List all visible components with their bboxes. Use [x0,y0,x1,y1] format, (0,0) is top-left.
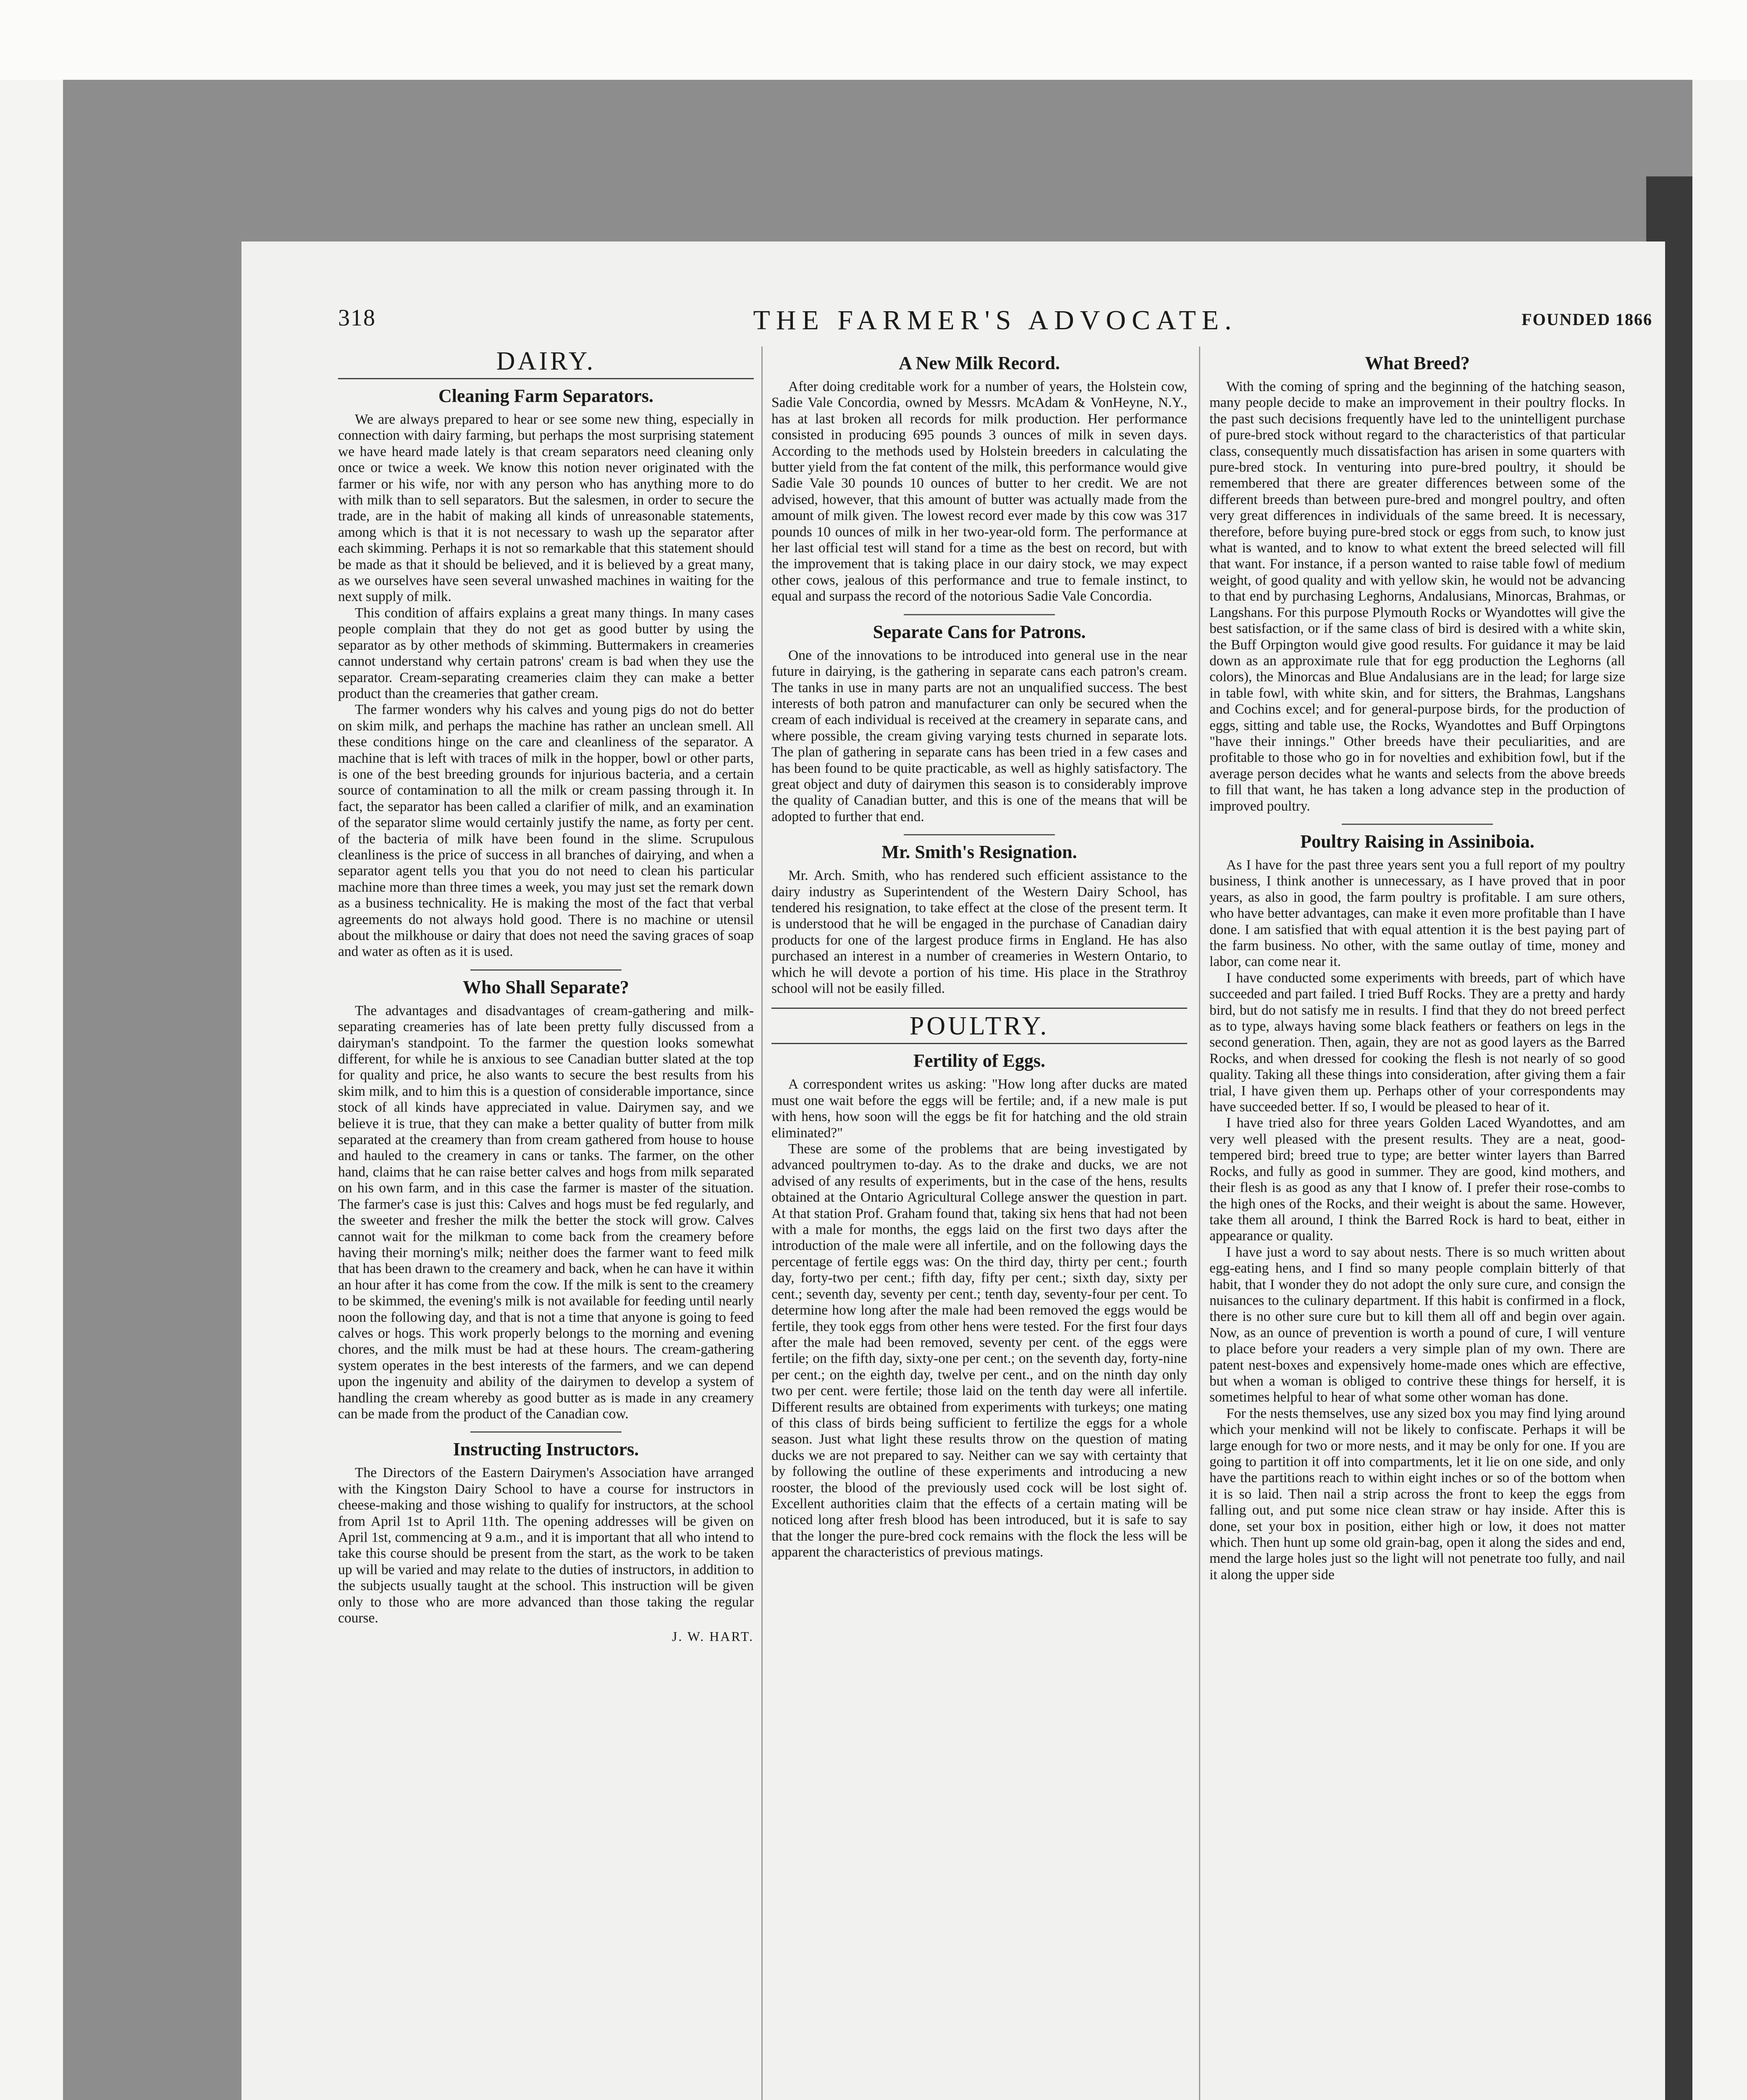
article-new-milk-record [771,352,1187,605]
article-paragraph: The advantages and disadvantages of cream-gathering and milk-separating creameries has of late been pretty fully discussed from a dairyman's standpoint. To the farmer the question looks somewhat different, for while he is anxious to see Canadian butter slated at the top for quality and price, he also wants to secure the best results from his skim milk, and to him this is a question of considerable importance, since stock of all kinds have appreciated in value. Dairymen say, and we believe it is true, that they can make a better quality of butter from milk separated at the creamery than from cream gathered from house to house and hauled to the creamery in cans or tanks. The farmer, on the other hand, claims that he can raise better calves and hogs from milk separated on his own farm, and in this case the farmer is master of the situation. The farmer's case is just this: Calves and hogs must be fed regularly, and the sweeter and fresher the milk the better the stock will grow. Calves cannot wait for the milkman to come back from the creamery before having their morning's milk; neither does the farmer want to feed milk that has been drawn to the creamery and back, when he can have it within an hour after it has come from the cow. If the milk is sent to the creamery to be skimmed, the evening's milk is not available for feeding until nearly noon the following day, and that is not a time that anyone is going to feed calves or hogs. This work properly belongs to the morning and evening chores, and the milk must be had at these hours. The cream-gathering system operates in the best interests of the farmers, and we can depend upon the ingenuity and ability of the dairymen to develop a system of handling the cream whereby as good butter as is made in any creamery can be made from the product of the Canadian cow. [338,1003,754,1422]
founded-line: FOUNDED 1866 [1521,310,1653,329]
article-divider [904,834,1055,835]
column-2 [771,346,1187,2100]
article-paragraph: I have conducted some experiments with breeds, part of which have succeeded and part failed. I tried Buff Rocks. They are a pretty and hardy bird, but do not satisfy me in results. I find that they do not breed perfect as to type, always having some black feathers or feathers on legs in the second generation. Then, again, they are not as good layers as the Barred Rocks, and when dressed for cooking the flesh is not nearly of so good quality. Taking all these things into consideration, after giving them a fair trial, I have given them up. Perhaps other of your correspondents may have succeeded better. If so, I would be pleased to hear of it. [1209,970,1625,1115]
article-divider [470,969,622,971]
masthead: THE FARMER'S ADVOCATE. [753,305,1238,336]
article-what-breed [1209,352,1625,814]
article-title: Who Shall Separate? [462,976,630,998]
article-divider [470,1431,622,1433]
article-paragraph: These are some of the problems that are being investigated by advanced poultrymen to-day. As to the drake and ducks, we are not advised of any results of experiments, but in the case of the hens, results obtained at the Ontario Agricultural College answer the question in part. At that station Prof. Graham found that, taking six hens that had not been with a male for months, the eggs laid on the first two days after the introduction of the male were all infertile, and on the following days the percentage of fertile eggs was: On the third day, thirty per cent.; fourth day, forty-two per cent.; fifth day, fifty per cent.; sixth day, sixty per cent.; seventh day, seventy per cent.; tenth day, seventy-four per cent. To determine how long after the male had been removed the eggs would be fertile, they took eggs from other hens were tested. For the first four days after the male had been removed, seventy per cent. of the eggs were fertile; on the fifth day, sixty-one per cent.; on the seventh day, forty-nine per cent.; on the eighth day, twelve per cent., and on the ninth day only two per cent. were fertile; those laid on the tenth day were all infertile. Different results are obtained from experiments with turkeys; one mating of this class of birds being sufficient to fertilize the eggs for a whole season. Just what light these results throw on the question of mating ducks we are not prepared to say. Neither can we say with certainty that by following the outline of these experiments and introducing a new rooster, the blood of the previously used cock will be lost sight of. Excellent authorities claim that the effects of a certain mating will be noticed long after fresh blood has been introduced, but it is safe to say that the longer the pure-bred cock remains with the flock the less will be apparent the characteristics of previous matings. [771,1141,1187,1560]
article-paragraph: The Directors of the Eastern Dairymen's Association have arranged with the Kingston Dairy School to have a course for instructors in cheese-making and those wishing to qualify for instructors, at the school from April 1st to April 11th. The opening addresses will be given on April 1st, commencing at 9 a.m., and it is important that all who intend to take this course should be present from the start, as the work to be taken up will be varied and may relate to the duties of instructors, in addition to the subjects usually taught at the school. This instruction will be given only to those who are more advanced than those taking the regular course. [338,1465,754,1626]
article-cleaning-separators [338,385,754,960]
column-rule [761,346,763,2100]
article-paragraph: Mr. Arch. Smith, who has rendered such efficient assistance to the dairy industry as Superintendent of the Western Dairy School, has tendered his resignation, to take effect at the close of the present term. It is understood that he will be engaged in the purchase of Canadian dairy products for one of the largest produce firms in England. He has also purchased an interest in a number of creameries in Western Ontario, to which he will devote a portion of his time. His place in the Strathroy school will not be easily filled. [771,868,1187,996]
article-title: Poultry Raising in Assiniboia. [1300,831,1535,852]
page-number: 318 [338,305,376,331]
article-paragraph: I have just a word to say about nests. There is so much written about egg-eating hens, and I find so many people complain bitterly of that habit, that I wonder they do not adopt the only sure cure, and consign the nuisances to the culinary department. If this habit is confirmed in a flock, there is no other sure cure but to kill them all off and begin over again. Now, as an ounce of prevention is worth a pound of cure, I will venture to place before your readers a very simple plan of my own. There are patent nest-boxes and expensively home-made ones which are effective, but when a woman is obliged to contrive these things for herself, it is sometimes helpful to hear of what some other woman has done. [1209,1244,1625,1405]
article-paragraph: This condition of affairs explains a great many things. In many cases people complain that they do not get as good butter by using the separator as by other methods of skimming. Buttermakers in creameries cannot understand why certain patrons' cream is bad when they use the separator. Cream-separating creameries claim they can make a better product than the creameries that gather cream. [338,605,754,701]
article-paragraph: As I have for the past three years sent you a full report of my poultry business, I think another is unnecessary, as I have proved that in poor years, as also in good, the farm poultry is profitable. I am sure others, who have better advantages, can make it even more profitable than I have done. I am satisfied that with equal attention it is the best paying part of the farm business. No other, with the same outlay of time, money and labor, can come near it. [1209,857,1625,970]
article-who-shall-separate [338,976,754,1423]
article-title: A New Milk Record. [899,353,1060,373]
article-paragraph: I have tried also for three years Golden Laced Wyandottes, and am very well pleased with the present results. They are a neat, good-tempered bird; breed true to type; are better winter layers than Barred Rocks, and fully as good in summer. They are good, kind mothers, and their flesh is as good as any that I know of. I prefer their rose-combs to the high ones of the Rocks, and their weight is about the same. However, take them all around, I think the Barred Rock is hard to beat, either in appearance or quality. [1209,1115,1625,1244]
article-paragraph: One of the innovations to be introduced into general use in the near future in dairying, is the gathering in separate cans each patron's cream. The tanks in use in many parts are not an unqualified success. The best interests of both patron and manufacturer can only be secured when the cream of each individual is received at the creamery in separate cans, and where possible, the cream giving varying tests churned in separate lots. The plan of gathering in separate cans has been tried in a few cases and has been found to be quite practicable, as well as highly satisfactory. The great object and duty of dairymen this season is to considerably improve the quality of Canadian butter, and this is one of the means that will be adopted to further that end. [771,647,1187,824]
article-instructing-instructors [338,1438,754,1644]
article-title: Separate Cans for Patrons. [873,621,1086,642]
column-rule [1199,346,1200,2100]
article-paragraph: A correspondent writes us asking: "How long after ducks are mated must one wait before the eggs will be fertile; and, if a new male is put with hens, how soon will the eggs be fit for hatching and the old strain eliminated?" [771,1076,1187,1141]
newspaper-page [241,242,1665,2100]
article-title: Cleaning Farm Separators. [438,386,654,406]
section-heading-poultry: POULTRY. [771,1008,1187,1044]
article-divider [904,614,1055,615]
article-paragraph: The farmer wonders why his calves and young pigs do not do better on skim milk, and perhaps the machine has rather an unclean smell. All these conditions hinge on the care and cleanliness of the separator. A machine that is left with traces of milk in the hopper, bowl or other parts, is one of the best breeding grounds for injurious bacteria, and a certain source of contamination to all the milk or cream passing through it. In fact, the separator has been called a clarifier of milk, and an examination of the separator slime would certainly justify the name, as forty per cent. of the bacteria of milk have been found in the slime. Scrupulous cleanliness is the price of success in all branches of dairying, and when a separator agent tells you that you do not need to clean his particular machine more than three times a week, you may just set the remark down as a business technicality. He is making the most of the fact that verbal agreements do not always hold good. There is no machine or utensil about the milkhouse or dairy that does not need the saving graces of soap and water as often as it is used. [338,702,754,960]
section-heading-dairy: DAIRY. [338,346,754,379]
article-separate-cans [771,621,1187,825]
article-poultry-assiniboia [1209,831,1625,1583]
article-fertility-of-eggs [771,1050,1187,1560]
article-title: Fertility of Eggs. [913,1050,1046,1071]
article-paragraph: For the nests themselves, use any sized box you may find lying around which your menkind will not be likely to confiscate. Perhaps it will be large enough for two or more nests, and it may be only for one. If you are going to partition it off into compartments, let it lie on one side, and only have the partitions reach to within eight inches or so of the bottom when it is so laid. Then nail a strip across the front to keep the eggs from falling out, and put some nice clean straw or hay inside. After this is done, set your box in position, either high or low, it does not matter which. Then hunt up some old grain-bag, open it along the sides and end, mend the large holes just so the light will not penetrate too fully, and nail it along the upper side [1209,1405,1625,1583]
article-paragraph: We are always prepared to hear or see some new thing, especially in connection with dairy farming, but perhaps the most surprising statement we have heard made lately is that cream separators need cleaning only once or twice a week. We know this notion never originated with the farmer or his wife, nor with any person who has anything more to do with milk than to sell separators. But the salesmen, in order to secure the trade, are in the habit of making all kinds of unreasonable statements, among which is that it is not necessary to wash up the separator after each skimming. Perhaps it is not so remarkable that this statement should be made as that it should be believed, and it is believed by a great many, as we ourselves have seen several unwashed machines in waiting for the next supply of milk. [338,412,754,605]
article-title: Instructing Instructors. [453,1439,639,1460]
column-1 [338,346,754,2100]
scan-margin-top [0,0,1747,80]
article-signature: J. W. HART. [672,1629,754,1644]
page-header [338,304,1653,338]
article-divider [1342,824,1493,825]
article-paragraph: With the coming of spring and the beginning of the hatching season, many people decide to make an improvement in their poultry flocks. In the past such decisions frequently have led to the unintelligent purchase of pure-bred stock without regard to the characteristics of that particular class, consequently much dissatisfaction has arisen in some quarters with pure-bred stock. In venturing into pure-bred poultry, it should be remembered that there are greater differences between some of the different breeds than between pure-bred and mongrel poultry, and often very great differences in individuals of the same breed. It is necessary, therefore, before buying pure-bred stock or eggs from such, to know just what is wanted, and to know to what extent the breed selected will fill that want. For instance, if a person wanted to raise table fowl of medium weight, of good quality and with yellow skin, he would not be advancing to that end by purchasing Leghorns, Andalusians, Minorcas, Brahmas, or Langshans. For this purpose Plymouth Rocks or Wyandottes will give the best satisfaction, or if the same class of bird is desired with a white skin, the Buff Orpington would give good results. For guidance it may be laid down as an approximate rule that for egg production the Leghorns (all colors), the Minorcas and Blue Andalusians are in the lead; for large size in table fowl, with white skin, and for sitters, the Brahmas, Langshans and Cochins excel; and for general-purpose birds, for the production of eggs, sitting and table use, the Rocks, Wyandottes and Buff Orpingtons "have their innings." Other breeds have their peculiarities, and are profitable to those who go in for novelties and exhibition fowl, but if the average person decides what he wants and selects from the above breeds to fill that want, he has taken a long advance step in the production of improved poultry. [1209,379,1625,814]
article-title: What Breed? [1365,353,1470,373]
column-3 [1209,346,1625,2100]
article-smiths-resignation [771,841,1187,997]
article-paragraph: After doing creditable work for a number of years, the Holstein cow, Sadie Vale Concordia, owned by Messrs. McAdam & VonHeyne, N.Y., has at last broken all records for milk production. Her performance consisted in producing 695 pounds 3 ounces of milk in seven days. According to the methods used by Holstein breeders in calculating the butter yield from the fat content of the milk, this performance would give Sadie Vale 30 pounds 10 ounces of butter to her credit. We are not advised, however, that this amount of butter was actually made from the amount of milk given. The lowest record ever made by this cow was 317 pounds 10 ounces of milk in her two-year-old form. The performance at her last official test will stand for a time as the best on record, but with the improvement that is taking place in our dairy stock, we may expect other cows, jealous of this performance and true to female instinct, to equal and surpass the record of the notorious Sadie Vale Concordia. [771,379,1187,604]
article-title: Mr. Smith's Resignation. [881,842,1077,863]
